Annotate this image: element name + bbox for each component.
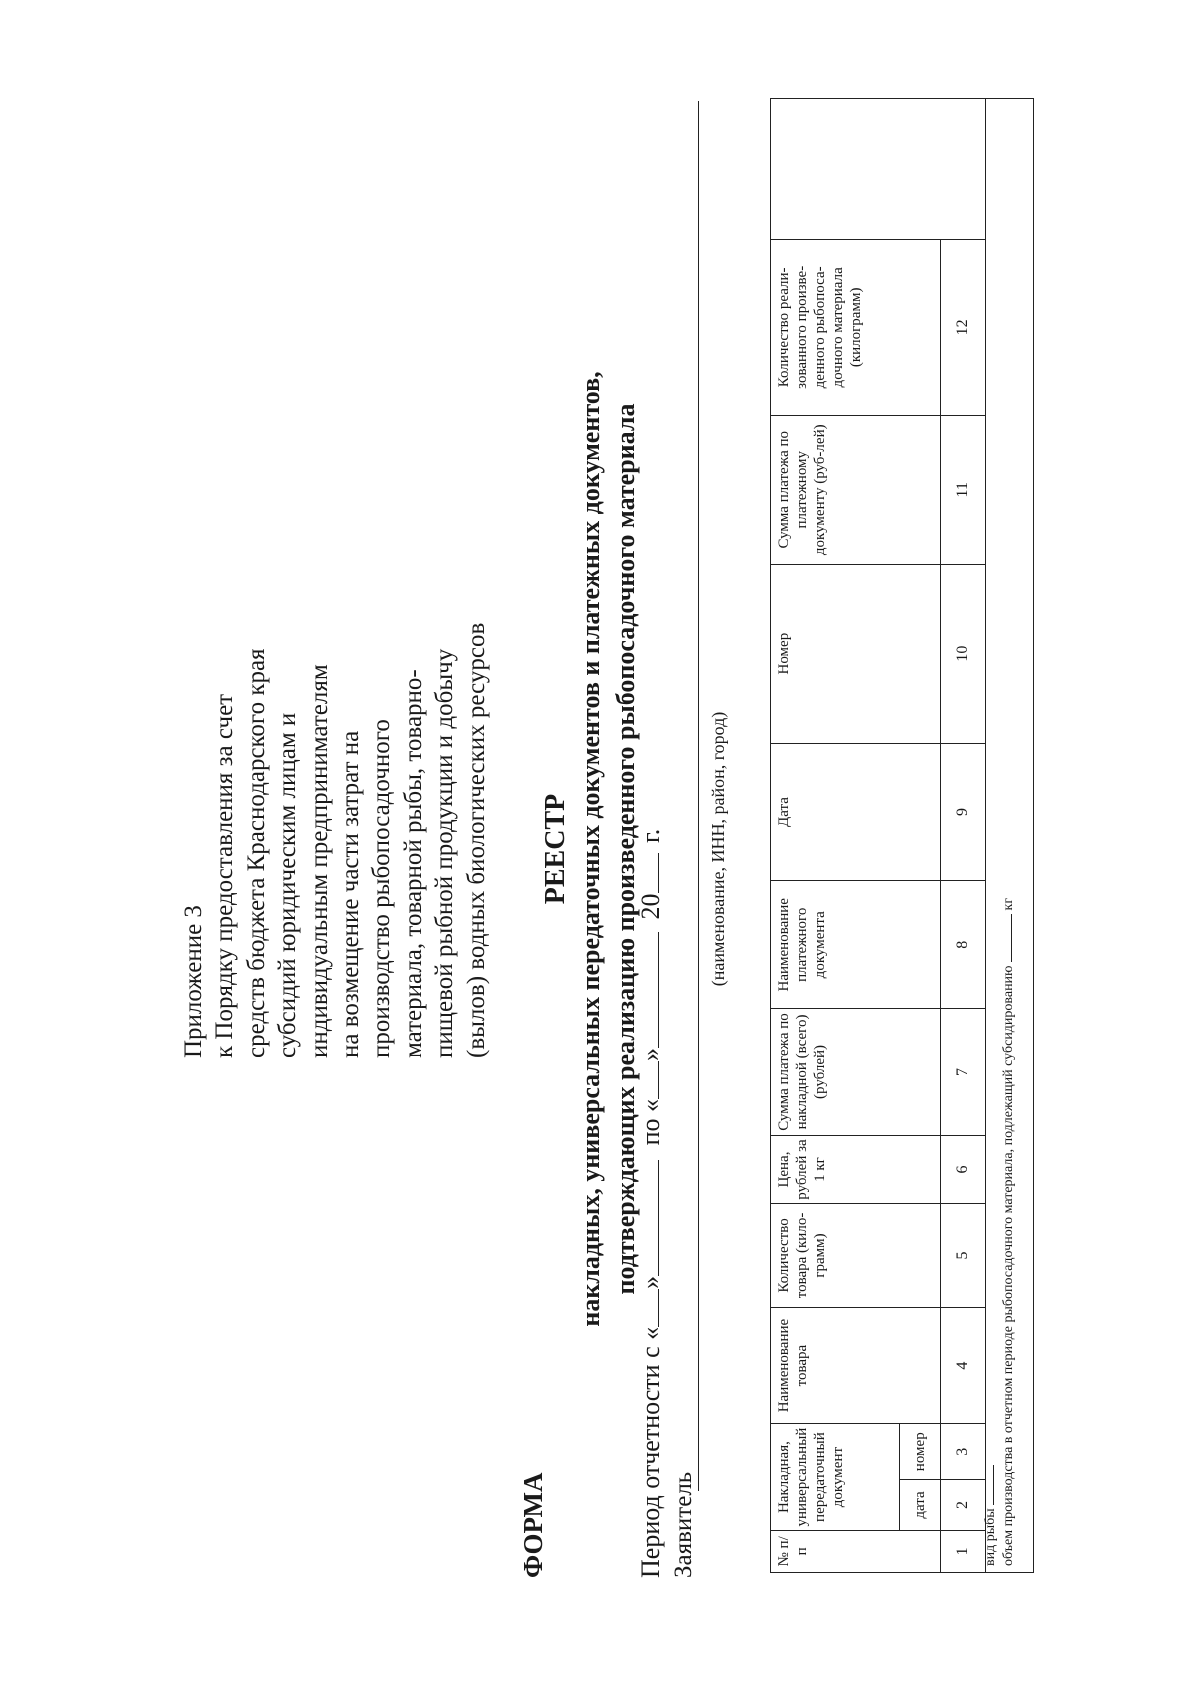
- annex-line: производство рыбопосадочного: [368, 719, 396, 1058]
- fish-type-line: [981, 105, 999, 1566]
- annex-line: пищевой рыбной продукции и добычу: [431, 648, 459, 1058]
- applicant-label: Заявитель: [670, 1471, 697, 1578]
- annex-line: индивидуальным предпринимателям: [305, 664, 333, 1058]
- period-year-field[interactable]: [636, 853, 659, 893]
- column-number: 2: [941, 1480, 986, 1531]
- period-year-prefix: 20: [636, 893, 665, 920]
- column-number: 9: [941, 743, 986, 881]
- register-subtitle-line-2: подтверждающих реализацию произведенного рыбопосадочного материала: [611, 403, 640, 1295]
- annex-line: на возмещение части затрат на: [337, 730, 365, 1058]
- column-number: 5: [941, 1204, 986, 1308]
- table-footer: [970, 98, 1034, 1573]
- period-end-month-field[interactable]: [636, 932, 659, 1048]
- volume-field[interactable]: [999, 914, 1012, 962]
- period-end-day-field[interactable]: [636, 1061, 659, 1099]
- header-cell: Накладная, универсальный передаточный документ: [771, 1424, 900, 1530]
- column-number: 7: [941, 1009, 986, 1136]
- volume-line: [999, 105, 1017, 1566]
- register-title: РЕЕСТР: [540, 793, 571, 905]
- column-number: 4: [941, 1307, 986, 1424]
- annex-line: к Порядку предоставления за счет: [211, 693, 239, 1058]
- annex-line: (вылов) водных биологических ресурсов: [462, 622, 490, 1058]
- column-number: 8: [941, 881, 986, 1009]
- header-cell: Дата: [771, 743, 941, 881]
- table-header-row: [771, 99, 900, 1573]
- header-cell: Наименование товара: [771, 1307, 941, 1424]
- period-to-label: по «: [636, 1098, 665, 1146]
- register-table: [770, 98, 986, 1573]
- register-subtitle-line-1: накладных, универсальных передаточных документов и платежных документов,: [576, 371, 605, 1327]
- volume-label: объем производства в отчетном периоде рыбопосадочного материала, подлежащий субсидированию: [1001, 965, 1016, 1566]
- column-number: 10: [941, 564, 986, 743]
- period-close-quote: »: [636, 1275, 665, 1289]
- reporting-period: [636, 829, 666, 1578]
- header-cell: номер: [900, 1424, 941, 1480]
- period-year-suffix: г.: [636, 828, 665, 843]
- column-number: 11: [941, 415, 986, 564]
- period-start-day-field[interactable]: [636, 1289, 659, 1327]
- empty-margin-cell: [771, 99, 986, 240]
- column-number: 3: [941, 1424, 986, 1480]
- form-label: ФОРМА: [518, 1472, 548, 1578]
- header-cell: Цена, рублей за 1 кг: [771, 1135, 941, 1203]
- applicant-note: (наименование, ИНН, район, город): [708, 711, 728, 987]
- column-number: 12: [941, 239, 986, 415]
- header-cell: Сумма платежа по накладной (всего) (рублей): [771, 1009, 941, 1136]
- column-number: 1: [941, 1530, 986, 1572]
- period-prefix: Период отчетности с «: [636, 1326, 665, 1578]
- fish-type-field[interactable]: [981, 1465, 994, 1505]
- period-start-month-field[interactable]: [636, 1160, 659, 1276]
- fish-type-label: вид рыбы: [983, 1508, 998, 1566]
- header-cell: Количество товара (кило-грамм): [771, 1204, 941, 1308]
- header-cell: Номер: [771, 564, 941, 743]
- period-close-quote: »: [636, 1047, 665, 1061]
- annex-line: средств бюджета Краснодарского края: [242, 648, 270, 1058]
- annex-block: [178, 538, 492, 1058]
- header-cell: Наименование платежного документа: [771, 881, 941, 1009]
- header-cell: Сумма платежа по платежному документу (руб-лей): [771, 415, 941, 564]
- header-cell: дата: [900, 1480, 941, 1531]
- annex-line: Приложение 3: [180, 905, 207, 1058]
- annex-line: материала, товарной рыбы, товарно-: [399, 669, 427, 1058]
- column-number: 6: [941, 1135, 986, 1203]
- applicant-field[interactable]: [698, 101, 699, 1491]
- header-cell: Количество реали-зованного произве-денного рыбопоса-дочного материала (килограмм): [771, 239, 941, 415]
- volume-unit: кг: [1001, 897, 1016, 911]
- annex-line: субсидий юридическим лицам и: [274, 712, 302, 1058]
- header-cell: № п/п: [771, 1530, 941, 1572]
